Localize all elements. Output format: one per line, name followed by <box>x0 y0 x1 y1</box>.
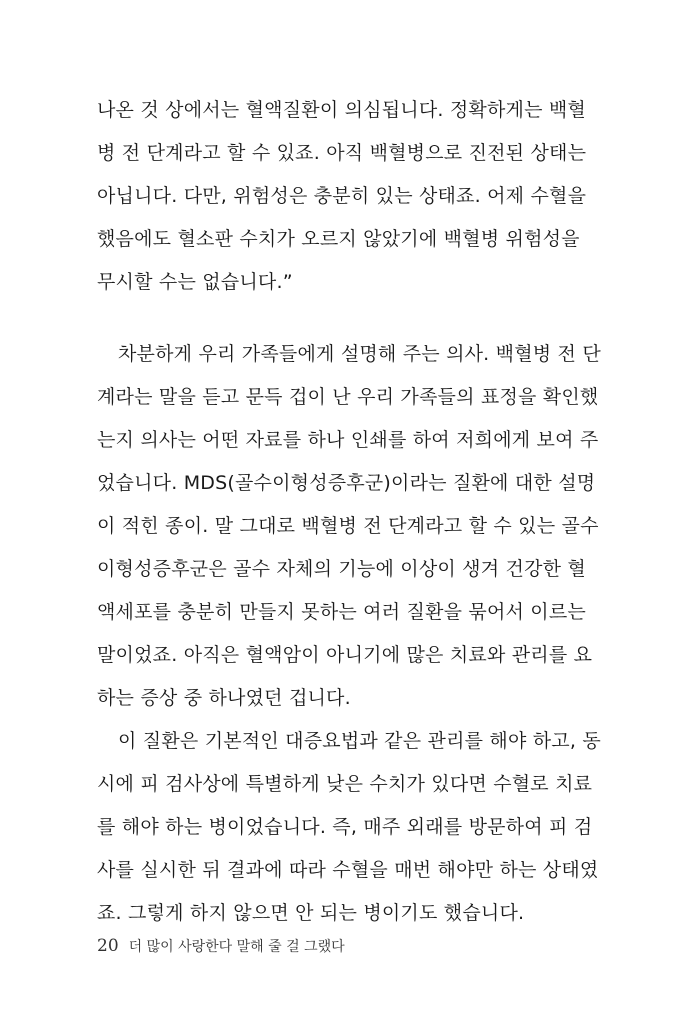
body-text-line: 했음에도 혈소판 수치가 오르지 않았기에 백혈병 위험성을 <box>97 228 580 250</box>
running-title: 더 많이 사랑한다 말해 줄 걸 그랬다 <box>128 939 345 955</box>
page-footer <box>97 935 345 958</box>
body-text-line: 시에 피 검사상에 특별하게 낮은 수치가 있다면 수혈로 치료 <box>97 773 593 795</box>
body-text-line: 계라는 말을 듣고 문득 겁이 난 우리 가족들의 표정을 확인했 <box>97 386 599 408</box>
body-text-line: 차분하게 우리 가족들에게 설명해 주는 의사. 백혈병 전 단 <box>118 343 601 365</box>
body-text-line: 사를 실시한 뒤 결과에 따라 수혈을 매번 해야만 하는 상태였 <box>97 859 599 881</box>
body-text-line: 를 해야 하는 병이었습니다. 즉, 매주 외래를 방문하여 피 검 <box>97 816 593 838</box>
body-text-line: 이형성증후군은 골수 자체의 기능에 이상이 생겨 건강한 혈 <box>97 558 586 580</box>
body-text-line: 병 전 단계라고 할 수 있죠. 아직 백혈병으로 진전된 상태는 <box>97 142 587 164</box>
body-text-line: 무시할 수는 없습니다.” <box>97 271 293 293</box>
body-text-line: 액세포를 충분히 만들지 못하는 여러 질환을 묶어서 이르는 <box>97 601 586 623</box>
body-text-line: 는지 의사는 어떤 자료를 하나 인쇄를 하여 저희에게 보여 주 <box>97 429 599 451</box>
body-text-line: 아닙니다. 다만, 위험성은 충분히 있는 상태죠. 어제 수혈을 <box>97 185 587 207</box>
body-text-line: 이 적힌 종이. 말 그대로 백혈병 전 단계라고 할 수 있는 골수 <box>97 515 599 537</box>
body-text-line: 하는 증상 중 하나였던 겁니다. <box>97 687 351 709</box>
page-number: 20 <box>97 936 119 956</box>
body-text-line: 죠. 그렇게 하지 않으면 안 되는 병이기도 했습니다. <box>97 902 525 924</box>
body-text-line: 나온 것 상에서는 혈액질환이 의심됩니다. 정확하게는 백혈 <box>97 99 586 121</box>
body-text-line: 말이었죠. 아직은 혈액암이 아니기에 많은 치료와 관리를 요 <box>97 644 593 666</box>
body-text-line: 었습니다. MDS(골수이형성증후군)이라는 질환에 대한 설명 <box>97 472 596 494</box>
body-text-line: 이 질환은 기본적인 대증요법과 같은 관리를 해야 하고, 동 <box>118 730 601 752</box>
